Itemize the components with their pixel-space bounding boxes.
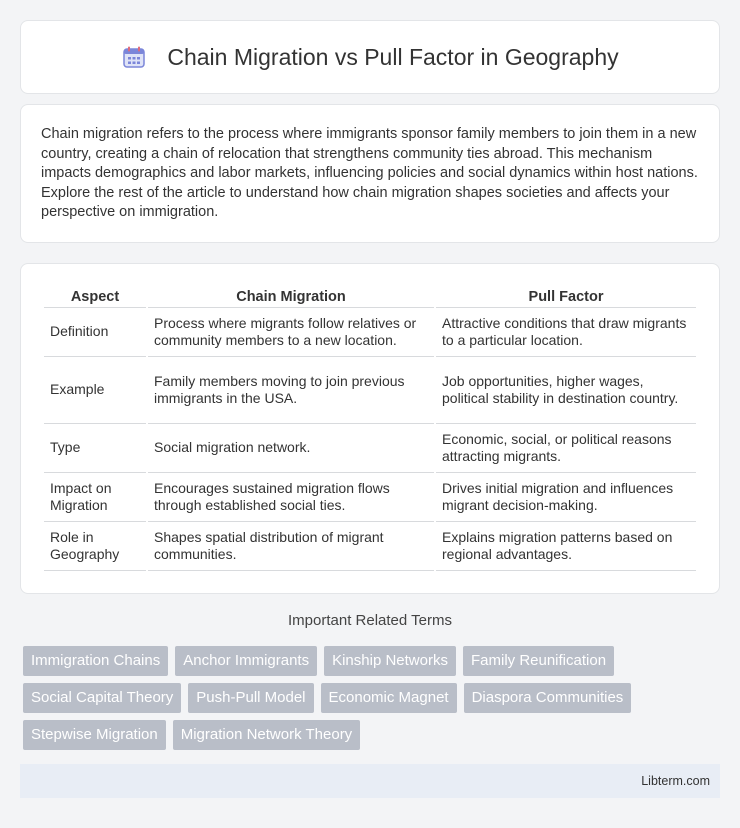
- cell-aspect: Role in Geography: [44, 522, 146, 571]
- page-title: Chain Migration vs Pull Factor in Geography: [167, 43, 619, 70]
- table-row: [44, 357, 696, 424]
- cell-pull: Economic, social, or political reasons attracting migrants.: [436, 424, 696, 473]
- cell-pull: Attractive conditions that draw migrants to a particular location.: [436, 308, 696, 357]
- related-terms-list: [23, 646, 723, 750]
- header-pull-factor: Pull Factor: [436, 284, 696, 308]
- term-tag[interactable]: Migration Network Theory: [173, 720, 360, 750]
- cell-pull: Job opportunities, higher wages, political stability in destination country.: [436, 357, 696, 424]
- footer: [20, 764, 720, 798]
- related-terms-title: Important Related Terms: [288, 612, 452, 629]
- cell-pull: Explains migration patterns based on regional advantages.: [436, 522, 696, 571]
- cell-chain: Social migration network.: [148, 424, 434, 473]
- term-tag[interactable]: Family Reunification: [463, 646, 614, 676]
- table-row: [44, 424, 696, 473]
- table-row: [44, 473, 696, 522]
- cell-aspect: Type: [44, 424, 146, 473]
- term-tag[interactable]: Social Capital Theory: [23, 683, 181, 713]
- calendar-icon: [121, 44, 147, 70]
- term-tag[interactable]: Diaspora Communities: [464, 683, 632, 713]
- cell-aspect: Impact on Migration: [44, 473, 146, 522]
- term-tag[interactable]: Economic Magnet: [321, 683, 457, 713]
- cell-chain: Shapes spatial distribution of migrant communities.: [148, 522, 434, 571]
- comparison-card: [20, 263, 720, 594]
- intro-text: Chain migration refers to the process where immigrants sponsor family members to join them in a new country, creating a chain of relocation that strengthens community ties abroad. This mechanism impacts demographics and labor markets, influencing policies and social dynamics within host nations. Explore the rest of the article to understand how chain migration shapes societies and affects your perspective on immigration.: [41, 126, 698, 221]
- term-tag[interactable]: Kinship Networks: [324, 646, 456, 676]
- cell-aspect: Definition: [44, 308, 146, 357]
- intro-card: [20, 104, 720, 243]
- cell-chain: Family members moving to join previous immigrants in the USA.: [148, 357, 434, 424]
- table-row: [44, 522, 696, 571]
- header-card: [20, 20, 720, 94]
- term-tag[interactable]: Anchor Immigrants: [175, 646, 317, 676]
- cell-pull: Drives initial migration and influences migrant decision-making.: [436, 473, 696, 522]
- footer-brand-link[interactable]: Libterm.com: [641, 774, 710, 788]
- header-aspect: Aspect: [44, 284, 146, 308]
- term-tag[interactable]: Push-Pull Model: [188, 683, 313, 713]
- cell-chain: Encourages sustained migration flows through established social ties.: [148, 473, 434, 522]
- cell-aspect: Example: [44, 357, 146, 424]
- header-chain-migration: Chain Migration: [148, 284, 434, 308]
- table-header-row: [44, 284, 696, 308]
- term-tag[interactable]: Stepwise Migration: [23, 720, 166, 750]
- table-row: [44, 308, 696, 357]
- term-tag[interactable]: Immigration Chains: [23, 646, 168, 676]
- cell-chain: Process where migrants follow relatives or community members to a new location.: [148, 308, 434, 357]
- comparison-table: [42, 284, 698, 571]
